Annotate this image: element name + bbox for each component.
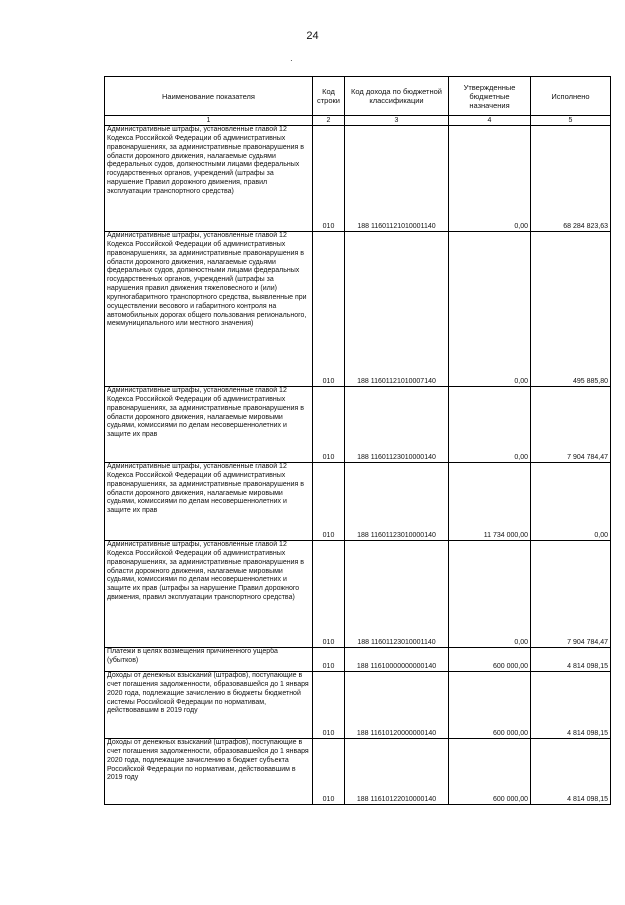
table-row	[105, 541, 611, 648]
header-code: Код строки	[313, 77, 345, 116]
indicator-name: Платежи в целях возмещения причиненного ущерба (убытков)	[105, 648, 313, 672]
budget-code: 188 11610120000000140	[345, 672, 449, 739]
line-code: 010	[313, 232, 345, 387]
line-code: 010	[313, 126, 345, 232]
table-row	[105, 387, 611, 463]
indicator-name: Административные штрафы, установленные главой 12 Кодекса Российской Федерации об административных правонарушениях, за административные правонарушения в области дорожного движения, налагаемые мировыми судьями, комиссиями по делам несовершеннолетних и защите их прав	[105, 463, 313, 541]
column-number: 1	[105, 116, 313, 126]
executed-amount: 7 904 784,47	[531, 541, 611, 648]
approved-amount: 0,00	[449, 126, 531, 232]
line-code: 010	[313, 541, 345, 648]
approved-amount: 600 000,00	[449, 672, 531, 739]
page-number: 24	[306, 30, 319, 42]
approved-amount: 11 734 000,00	[449, 463, 531, 541]
header-executed: Исполнено	[531, 77, 611, 116]
stray-mark: ·	[290, 56, 293, 65]
indicator-name: Административные штрафы, установленные главой 12 Кодекса Российской Федерации об административных правонарушениях, за административные правонарушения в области дорожного движения, налагаемые мировыми судьями, комиссиями по делам несовершеннолетних и защите их прав (штрафы за нарушение Правил дорожного движения, правил эксплуатации транспортного средства)	[105, 541, 313, 648]
indicator-name: Доходы от денежных взысканий (штрафов), поступающие в счет погашения задолженности, образовавшейся до 1 января 2020 года, подлежащие зачислению в бюджеты бюджетной системы Российской Федерации по нормативам, действовавшим в 2019 году	[105, 672, 313, 739]
executed-amount: 4 814 098,15	[531, 648, 611, 672]
header-kbk: Код дохода по бюджетной классификации	[345, 77, 449, 116]
line-code: 010	[313, 739, 345, 805]
table-row	[105, 463, 611, 541]
revenue-table	[104, 76, 611, 805]
budget-code: 188 11601123010000140	[345, 463, 449, 541]
budget-code: 188 11610000000000140	[345, 648, 449, 672]
table-row	[105, 232, 611, 387]
indicator-name: Доходы от денежных взысканий (штрафов), поступающие в счет погашения задолженности, образовавшейся до 1 января 2020 года, подлежащие зачислению в бюджет субъекта Российской Федерации по нормативам, действовавшим в 2019 году	[105, 739, 313, 805]
approved-amount: 0,00	[449, 541, 531, 648]
column-number: 2	[313, 116, 345, 126]
header-row	[105, 77, 611, 116]
executed-amount: 4 814 098,15	[531, 739, 611, 805]
budget-code: 188 11601123010001140	[345, 541, 449, 648]
indicator-name: Административные штрафы, установленные главой 12 Кодекса Российской Федерации об административных правонарушениях, за административные правонарушения в области дорожного движения, налагаемые мировыми судьями, комиссиями по делам несовершеннолетних и защите их прав	[105, 387, 313, 463]
approved-amount: 0,00	[449, 387, 531, 463]
table-row	[105, 126, 611, 232]
table-row	[105, 672, 611, 739]
line-code: 010	[313, 387, 345, 463]
budget-code: 188 11610122010000140	[345, 739, 449, 805]
executed-amount: 7 904 784,47	[531, 387, 611, 463]
budget-code: 188 11601123010000140	[345, 387, 449, 463]
header-name: Наименование показателя	[105, 77, 313, 116]
budget-code: 188 11601121010007140	[345, 232, 449, 387]
column-number-row	[105, 116, 611, 126]
column-number: 5	[531, 116, 611, 126]
executed-amount: 4 814 098,15	[531, 672, 611, 739]
line-code: 010	[313, 463, 345, 541]
budget-code: 188 11601121010001140	[345, 126, 449, 232]
executed-amount: 0,00	[531, 463, 611, 541]
column-number: 3	[345, 116, 449, 126]
indicator-name: Административные штрафы, установленные главой 12 Кодекса Российской Федерации об административных правонарушениях, за административные правонарушения в области дорожного движения, налагаемые судьями федеральных судов, должностными лицами федеральных государственных органов, учреждений (штрафы за нарушение Правил дорожного движения, правил эксплуатации транспортного средства)	[105, 126, 313, 232]
approved-amount: 0,00	[449, 232, 531, 387]
header-approved: Утвержденные бюджетные назначения	[449, 77, 531, 116]
column-number: 4	[449, 116, 531, 126]
indicator-name: Административные штрафы, установленные главой 12 Кодекса Российской Федерации об административных правонарушениях, за административные правонарушения в области дорожного движения, налагаемые судьями федеральных судов, должностными лицами федеральных государственных органов, учреждений (штрафы за нарушения правил движения тяжеловесного и (или) крупногабаритного транспортного средства, выявленные при осуществлении весового и габаритного контроля на автомобильных дорогах общего пользования регионального, межмуниципального или местного значения)	[105, 232, 313, 387]
approved-amount: 600 000,00	[449, 739, 531, 805]
executed-amount: 68 284 823,63	[531, 126, 611, 232]
executed-amount: 495 885,80	[531, 232, 611, 387]
line-code: 010	[313, 648, 345, 672]
table-row	[105, 648, 611, 672]
line-code: 010	[313, 672, 345, 739]
table-row	[105, 739, 611, 805]
approved-amount: 600 000,00	[449, 648, 531, 672]
